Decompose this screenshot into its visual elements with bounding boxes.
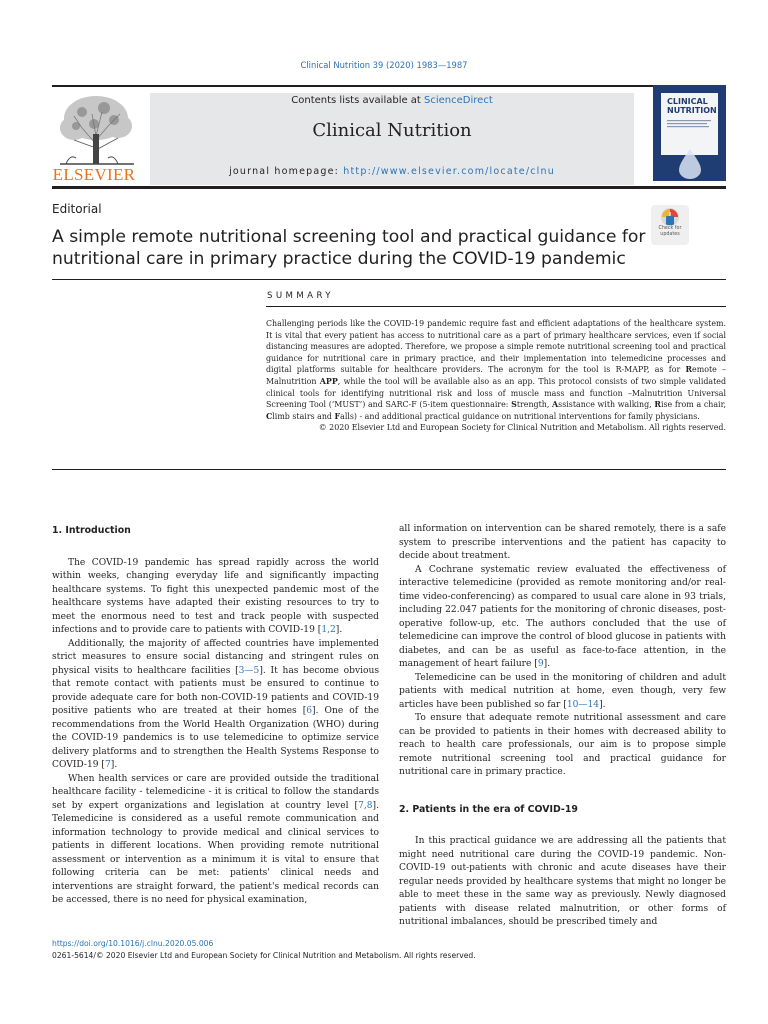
crossmark-icon xyxy=(660,207,680,227)
article-type: Editorial xyxy=(52,202,102,216)
abstract-bold-letter: A xyxy=(552,400,559,410)
abstract-bold-letter: F xyxy=(334,411,341,421)
abstract-part: alls) - and additional practical guidance on nutritional interventions for family physicians. xyxy=(340,411,700,421)
cover-title-line1: CLINICAL xyxy=(667,97,708,106)
body-text: ]. It has become obvious that remote contact with patients must be ensured to continue to provide adequate care for both non-COVID-19 patients and COVID-19 positive patients who are treated at their homes [ xyxy=(52,665,379,716)
section-heading-introduction: 1. Introduction xyxy=(52,525,131,536)
body-text: ]. One of the recommendations from the World Health Organization (WHO) during the COVID-19 pandemics is to use telemedicine to optimize service delivery platforms and to strengthen the Health Systems Response to COVID-19 [ xyxy=(52,706,379,770)
abstract-part: Challenging periods like the COVID-19 pandemic require fast and efficient adaptations of the healthcare system. It is vital that every patient has access to nutritional care as a part of primary healthcare services, even if social distancing measures are adopted. Therefore, we propose a simple remote nutritional screening tool and practical guidance for nutritional care in primary practice, and their implementation into telemedicine processes and digital platforms suitable for healthcare providers. The acronym for the tool is R-MAPP, as for xyxy=(266,319,726,375)
issn-copyright: 0261-5614/© 2020 Elsevier Ltd and European Society for Clinical Nutrition and Metabolism. All rights reserved. xyxy=(52,951,476,960)
body-paragraph xyxy=(399,564,726,672)
body-paragraph xyxy=(52,773,379,908)
body-paragraph xyxy=(399,672,726,713)
journal-citation[interactable]: Clinical Nutrition 39 (2020) 1983—1987 xyxy=(300,60,468,70)
crossmark-label-line2: updates xyxy=(660,231,680,237)
doi-link[interactable]: https://doi.org/10.1016/j.clnu.2020.05.006 xyxy=(52,939,214,948)
homepage-prefix: journal homepage: xyxy=(229,166,344,177)
right-column xyxy=(399,523,726,930)
abstract-part: ssistance with walking, xyxy=(558,400,655,410)
cover-text-lines xyxy=(667,119,713,133)
article-title: A simple remote nutritional screening tool and practical guidance for nutritional care in primary practice during the COVID-19 pandemic xyxy=(52,227,646,269)
cover-title-line2: NUTRITION xyxy=(667,106,717,115)
reference-link[interactable]: 7 xyxy=(104,760,111,770)
abstract-part: emote – Malnutrition xyxy=(266,365,726,386)
cover-title xyxy=(667,97,717,115)
body-text: ]. xyxy=(543,659,551,669)
abstract-text xyxy=(266,318,726,434)
abstract-part: trength, xyxy=(516,400,553,410)
reference-link[interactable]: 3—5 xyxy=(238,665,260,676)
body-paragraph xyxy=(52,638,379,773)
journal-title: Clinical Nutrition xyxy=(312,120,472,141)
contents-prefix: Contents lists available at xyxy=(291,95,425,106)
title-rule xyxy=(52,279,726,280)
reference-link[interactable]: 10—14 xyxy=(566,699,600,710)
abstract-copyright: © 2020 Elsevier Ltd and European Society for Clinical Nutrition and Metabolism. All rights reserved. xyxy=(318,423,726,433)
body-text: Telemedicine can be used in the monitoring of children and adult patients with medical nutrition at home, even though, very few articles have been published so far [ xyxy=(399,672,726,710)
publisher-wordmark: ELSEVIER xyxy=(52,165,136,184)
reference-link[interactable]: 6 xyxy=(306,706,313,716)
sciencedirect-link[interactable]: ScienceDirect xyxy=(424,95,493,106)
body-text: ]. xyxy=(599,699,606,710)
body-text: ]. Telemedicine is considered as a useful remote communication and information technology to provide medical and clinical services to patients in different locations. When providing remote nutritional assessment or intervention as a minimum it is vital to ensure that following criteria can be met: patients' clinical needs and interventions are straight forward, the patient's medical records can be accessed, there is no need for physical examination, xyxy=(52,800,379,905)
summary-heading: SUMMARY xyxy=(267,291,334,301)
body-text: When health services or care are provided outside the traditional healthcare facility - telemedicine - it is critical to follow the standards set by expert organizations and legislation at country level [ xyxy=(52,773,379,811)
abstract-bold-letter: C xyxy=(266,411,273,421)
abstract-part: ise from a chair, xyxy=(660,400,726,410)
body-paragraph: In this practical guidance we are addressing all the patients that might need nutritional care during the COVID-19 pandemic. Non-COVID-19 out-patients with chronic and acute diseases have their regular needs provided by healthcare systems that might no longer be able to meet these in the same way as previously. Newly diagnosed patients with disease related malnutrition, or other forms of nutritional imbalances, should be prescribed timely and xyxy=(399,836,726,927)
body-text: Additionally, the majority of affected countries have implemented strict measures to ensure social distancing and stringent rules on physical visits to healthcare facilities [ xyxy=(52,638,379,676)
journal-cover-thumbnail[interactable] xyxy=(653,85,726,181)
reference-link[interactable]: 7,8 xyxy=(358,800,373,811)
body-text: The COVID-19 pandemic has spread rapidly across the world within weeks, changing everyday life and significantly impacting healthcare systems. To fight this unexpected pandemic most of the healthcare systems have adapted their existing resources to try to meet the enormous need to test and track people with suspected infections and to provide care to patients with COVID-19 [ xyxy=(52,557,379,635)
body-paragraph: all information on intervention can be shared remotely, there is a safe system to prescribe interventions and the patient has capacity to decide about treatment. xyxy=(399,524,726,561)
body-text: A Cochrane systematic review evaluated the effectiveness of interactive telemedicine (provided as remote monitoring and/or real-time video-conferencing) as compared to usual care alone in 93 trials, including 22.047 patients for the monitoring of chronic diseases, post-operative follow-up, etc. The authors concluded that the use of telemedicine can improve the control of blood glucose in patients with diabetes, and can be as useful as face-to-face attention, in the management of heart failure [ xyxy=(399,564,726,669)
journal-homepage-link[interactable]: http://www.elsevier.com/locate/clnu xyxy=(343,166,555,177)
abstract-part: , while the tool will be available also as an app. This protocol consists of two simple validated clinical tools for identifying nutritional risk and loss of muscle mass and function –Malnutrition Universal Screening Tool (‘MUST’) and SARC-F (5-item questionnaire: xyxy=(266,376,726,410)
check-for-updates-label xyxy=(651,226,689,237)
reference-link[interactable]: 9 xyxy=(537,659,544,669)
reference-link[interactable]: 1,2 xyxy=(321,625,336,635)
cover-droplet-graphic xyxy=(673,147,707,179)
summary-rule xyxy=(266,306,726,307)
header-bottom-rule xyxy=(52,186,726,189)
abstract-bold-letter: APP xyxy=(319,376,338,386)
body-paragraph xyxy=(52,557,379,638)
body-paragraph: To ensure that adequate remote nutritional assessment and care can be provided to patients in their homes with decreased ability to reach to health care professionals, our aim is to propose simple remote nutritional screening tool and practical guidance for nutritional care in primary practice. xyxy=(399,713,726,777)
contents-line xyxy=(150,95,634,106)
header-top-rule xyxy=(52,85,726,87)
abstract-part: limb stairs and xyxy=(272,411,335,421)
journal-homepage-line xyxy=(150,166,634,177)
body-text: ]. xyxy=(335,625,343,635)
section-heading-patients: 2. Patients in the era of COVID-19 xyxy=(399,803,578,815)
crossmark-label-line1: Check for xyxy=(658,226,682,231)
body-text: ]. xyxy=(110,760,118,770)
abstract-bold-letter: R xyxy=(654,400,661,410)
abstract-rule xyxy=(52,469,726,470)
left-column xyxy=(52,524,379,908)
abstract-bold-letter: R xyxy=(685,365,693,375)
abstract-bold-letter: S xyxy=(511,400,517,410)
